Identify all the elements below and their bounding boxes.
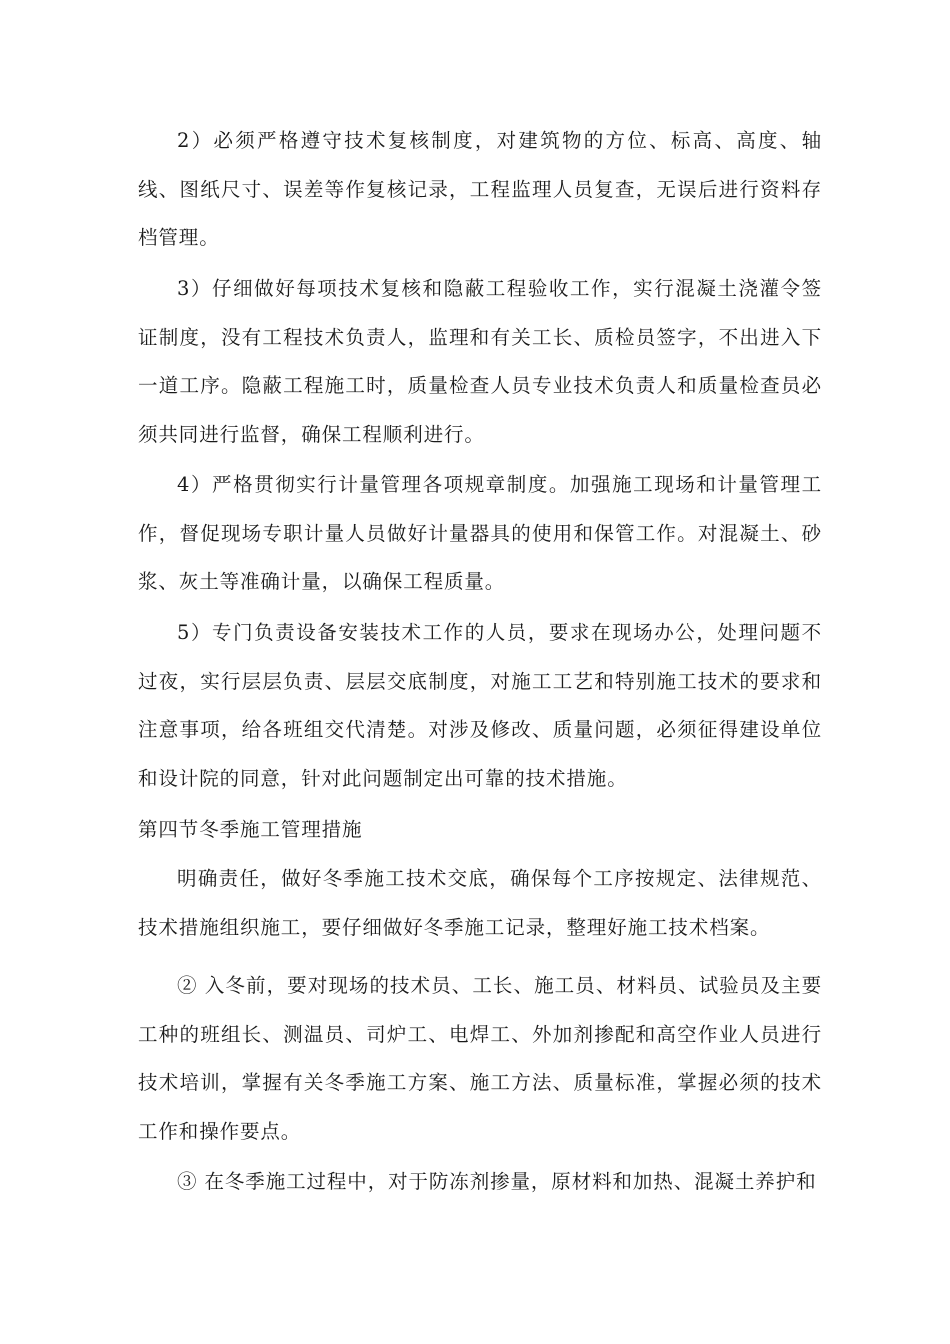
paragraph-item-circled-3: ③ 在冬季施工过程中，对于防冻剂掺量，原材料和加热、混凝土养护和 <box>177 1170 817 1193</box>
paragraph-intro: 明确责任，做好冬季施工技术交底，确保每个工序按规定、法律规范、技术措施组织施工，要仔细做好冬季施工记录，整理好施工技术档案。 <box>138 867 822 939</box>
paragraph-item-3: 3）仔细做好每项技术复核和隐蔽工程验收工作，实行混凝土浇灌令签证制度，没有工程技术负责人，监理和有关工长、质检员签字，不出进入下一道工序。隐蔽工程施工时，质量检查人员专业技术负责人和质量检查员必须共同进行监督，确保工程顺利进行。 <box>138 277 822 446</box>
document-body <box>138 265 822 459</box>
paragraph-item-4: 4）严格贯彻实行计量管理各项规章制度。加强施工现场和计量管理工作，督促现场专职计量人员做好计量器具的使用和保管工作。对混凝土、砂浆、灰土等准确计量，以确保工程质量。 <box>138 473 822 593</box>
paragraph-item-2: 2）必须严格遵守技术复核制度，对建筑物的方位、标高、高度、轴线、图纸尺寸、误差等作复核记录，工程监理人员复查，无误后进行资料存档管理。 <box>138 129 822 249</box>
document-body <box>138 806 822 855</box>
paragraph-item-circled-2: ② 入冬前，要对现场的技术员、工长、施工员、材料员、试验员及主要工种的班组长、测温员、司炉工、电焊工、外加剂掺配和高空作业人员进行技术培训，掌握有关冬季施工方案、施工方法、质量标准，掌握必须的技术工作和操作要点。 <box>138 974 822 1143</box>
paragraph-item-5: 5）专门负责设备安装技术工作的人员，要求在现场办公，处理问题不过夜，实行层层负责、层层交底制度，对施工工艺和特别施工技术的要求和注意事项，给各班组交代清楚。对涉及修改、质量问题，必须征得建设单位和设计院的同意，针对此问题制定出可靠的技术措施。 <box>138 621 822 790</box>
document-body <box>138 117 822 263</box>
document-body <box>138 962 822 1156</box>
document-body <box>138 855 822 952</box>
document-body <box>138 461 822 607</box>
document-body <box>138 1158 822 1207</box>
document-body <box>138 609 822 803</box>
section-heading: 第四节冬季施工管理措施 <box>138 818 363 841</box>
